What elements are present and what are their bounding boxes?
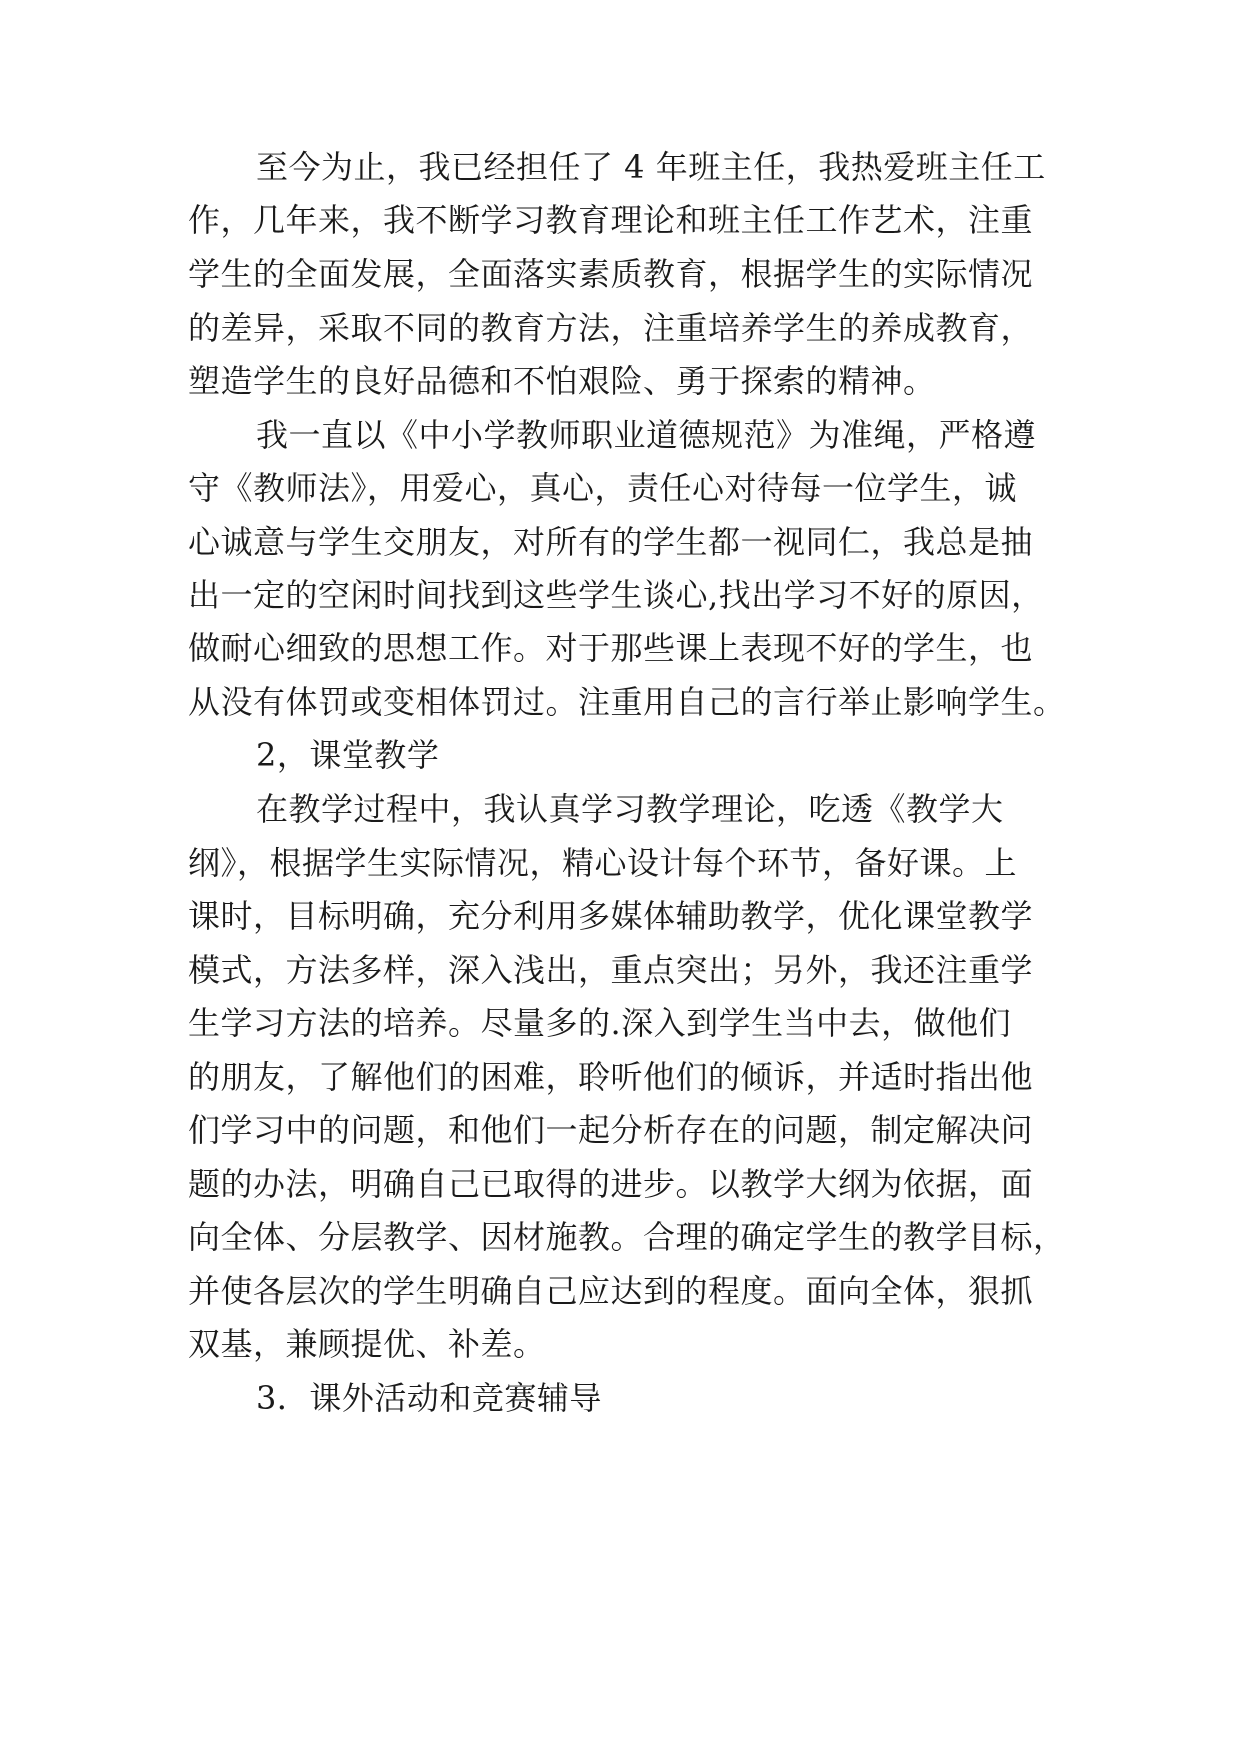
paragraph-1-line-3: 学生的全面发展，全面落实素质教育，根据学生的实际情况 [188, 255, 1034, 293]
paragraph-3-line-10: 并使各层次的学生明确自己应达到的程度。面向全体，狠抓 [188, 1272, 1034, 1310]
paragraph-3-line-2: 纲》，根据学生实际情况，精心设计每个环节，备好课。上 [188, 844, 1018, 882]
paragraph-2-line-2: 守《教师法》，用爱心，真心，责任心对待每一位学生，诚 [188, 469, 1018, 507]
section-heading-extracurricular: 3．课外活动和竞赛辅导 [256, 1379, 602, 1417]
paragraph-3-line-3: 课时，目标明确，充分利用多媒体辅助教学，优化课堂教学 [188, 897, 1034, 935]
paragraph-3-line-11: 双基，兼顾提优、补差。 [188, 1325, 546, 1363]
paragraph-2-line-1: 我一直以《中小学教师职业道德规范》为准绳，严格遵 [256, 416, 1037, 454]
paragraph-3-line-5: 生学习方法的培养。尽量多的.深入到学生当中去，做他们 [188, 1004, 1012, 1042]
paragraph-1-line-1: 至今为止，我已经担任了 4 年班主任，我热爱班主任工 [256, 148, 1046, 186]
paragraph-3-line-4: 模式，方法多样，深入浅出，重点突出；另外，我还注重学 [188, 951, 1034, 989]
paragraph-2-line-6: 从没有体罚或变相体罚过。注重用自己的言行举止影响学生。 [188, 683, 1066, 721]
paragraph-3-line-7: 们学习中的问题，和他们一起分析存在的问题，制定解决问 [188, 1111, 1034, 1149]
paragraph-3-line-6: 的朋友，了解他们的困难，聆听他们的倾诉，并适时指出他 [188, 1058, 1034, 1096]
paragraph-3-line-8: 题的办法，明确自己已取得的进步。以教学大纲为依据，面 [188, 1165, 1034, 1203]
paragraph-3-line-1: 在教学过程中，我认真学习教学理论，吃透《教学大 [256, 790, 1004, 828]
paragraph-1-line-4: 的差异，采取不同的教育方法，注重培养学生的养成教育， [188, 309, 1034, 347]
paragraph-1-line-2: 作，几年来，我不断学习教育理论和班主任工作艺术，注重 [188, 201, 1034, 239]
paragraph-3-line-9: 向全体、分层教学、因材施教。合理的确定学生的教学目标， [188, 1218, 1066, 1256]
section-heading-classroom-teaching: 2，课堂教学 [256, 736, 440, 774]
paragraph-1-line-5: 塑造学生的良好品德和不怕艰险、勇于探索的精神。 [188, 362, 936, 400]
paragraph-2-line-4: 出一定的空闲时间找到这些学生谈心,找出学习不好的原因， [188, 576, 1044, 614]
paragraph-2-line-5: 做耐心细致的思想工作。对于那些课上表现不好的学生，也 [188, 629, 1034, 667]
paragraph-2-line-3: 心诚意与学生交朋友，对所有的学生都一视同仁，我总是抽 [188, 523, 1034, 561]
